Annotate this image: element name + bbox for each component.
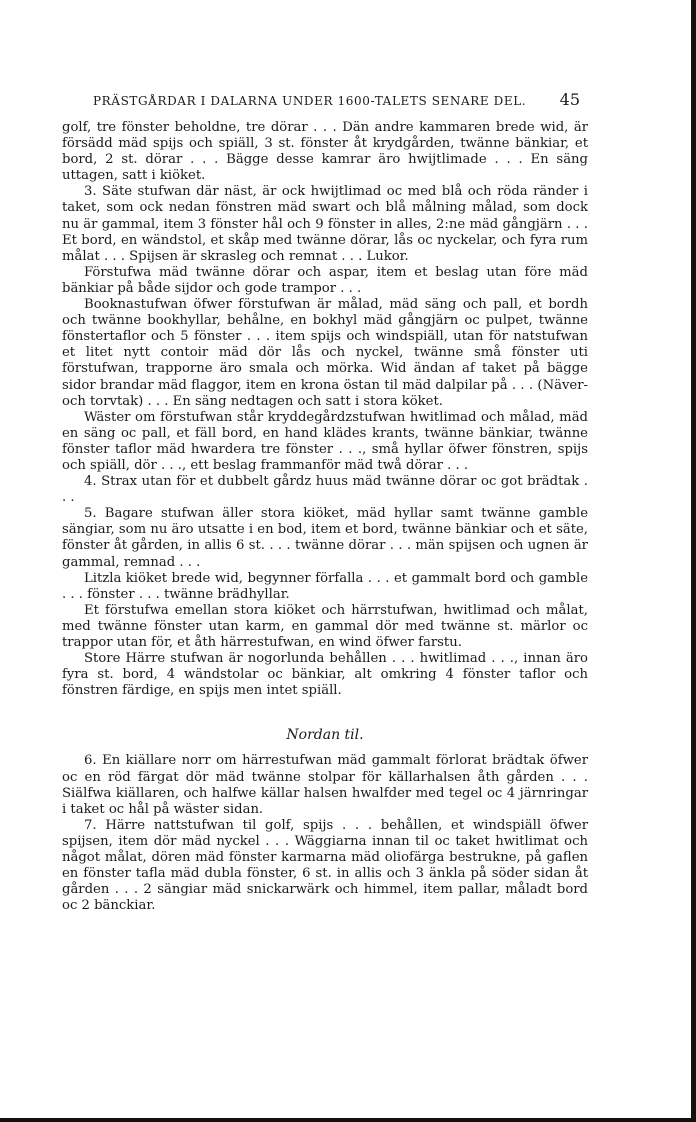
paragraph-booknastufwan: Booknastufwan öfwer förstufwan är målad, mäd säng och pall, et bordh och twänne bookhyllar, behålne, en bokhyl mäd gångjärn oc pulpet, twänne fönstertaflor och 5 fönster . . . item spijs och windspiäll, utan för natstufwan et litet nytt contoir mäd dör lås och nyckel, twänne små fönster uti förstufwan, trapporne äro smala och mörka. Wid ändan af taket på bägge sidor brandar mäd flaggor, item en krona östan til mäd dalpilar på . . . (Näver- och torvtak) . . . En säng nedtagen och satt i stora köket. bbox=[62, 297, 588, 409]
paragraph-store-harre: Store Härre stufwan är nogorlunda behållen . . . hwitlimad . . ., innan äro fyra st. bord, 4 wändstolar oc bänkiar, alt omkring 4 fönster taflor och fönstren färdige, en spijs men intet spiäll. bbox=[62, 651, 588, 699]
running-header bbox=[93, 90, 588, 110]
page-bottom-edge bbox=[0, 1118, 696, 1122]
paragraph-kryddegard: Wäster om förstufwan står kryddegårdzstufwan hwitlimad och målad, mäd en säng oc pall, et fäll bord, en hand klädes krants, twänne bänkiar, twänne fönster taflor mäd hwardera tre fönster . . ., små hyllar öfwer fönstren, spijs och spiäll, dör . . ., ett beslag frammanför mäd twå dörar . . . bbox=[62, 409, 588, 473]
paragraph-1: golf, tre fönster beholdne, tre dörar . . . Dän andre kammaren brede wid, är försädd mäd spijs och spiäll, 3 st. fönster åt krydgården, twänne bänkiar, et bord, 2 st. dörar . . . Bägge desse kamrar äro hwijtlimade . . . En säng uttagen, satt i kiöket. bbox=[62, 120, 588, 184]
page-edge bbox=[691, 0, 696, 1122]
page-body bbox=[62, 120, 588, 914]
paragraph-gardz-huus: 4. Strax utan för et dubbelt gårdz huus mäd twänne dörar oc got brädtak . . . bbox=[62, 474, 588, 506]
paragraph-litzla-kioket: Litzla kiöket brede wid, begynner förfalla . . . et gammalt bord och gamble . . . fönster . . . twänne brädhyllar. bbox=[62, 570, 588, 602]
paragraph-kiallare: 6. En kiällare norr om härrestufwan mäd gammalt förlorat brädtak öfwer oc en röd färgat dör mäd twänne stolpar för källarhalsen åth gården . . . Siälfwa kiällaren, och halfwe källar halsen hwalfder med tegel oc 4 järnringar i taket oc hål på wäster sidan. bbox=[62, 753, 588, 817]
page-number: 45 bbox=[559, 90, 580, 109]
paragraph-bagare-stufwan: 5. Bagare stufwan äller stora kiöket, mäd hyllar samt twänne gamble sängiar, som nu äro utsatte i en bod, item et bord, twänne bänkiar och et säte, fönster åt gården, in allis 6 st. . . . twänne dörar . . . män spijsen och ugnen är gammal, remnad . . . bbox=[62, 506, 588, 570]
paragraph-forstufwa-2: Et förstufwa emellan stora kiöket och härrstufwan, hwitlimad och målat, med twänne fönster utan karm, en gammal dör med twänne st. märlor oc trappor utan för, et åth härrestufwan, en wind öfwer farstu. bbox=[62, 602, 588, 650]
paragraph-sate-stufwan: 3. Säte stufwan där näst, är ock hwijtlimad oc med blå och röda ränder i taket, som ock nedan fönstren mäd swart och blå målning målad, som dock nu är gammal, item 3 fönster hål och 9 fönster in alles, 2:ne mäd gångjärn . . . Et bord, en wändstol, et skåp med twänne dörar, lås oc nyckelar, och fyra rum målat . . . Spijsen är skrasleg och remnat . . . Lukor. bbox=[62, 184, 588, 264]
paragraph-harre-nattstufwan: 7. Härre nattstufwan til golf, spijs . . . behållen, et windspiäll öfwer spijsen, item dör mäd nyckel . . . Wäggiarna innan til oc taket hwitlimat och något målat, dören mäd fönster karmarna mäd oliofärga bestrukne, på gaflen en fönster tafla mäd dubla fönster, 6 st. in allis och 3 änkla på söder sidan åt gården . . . 2 sängiar mäd snickarwärk och himmel, item pallar, måladt bord oc 2 bänckiar. bbox=[62, 817, 588, 914]
section-heading: Nordan til. bbox=[286, 727, 364, 744]
paragraph-forstufwa: Förstufwa mäd twänne dörar och aspar, item et beslag utan före mäd bänkiar på både sijdor och gode trampor . . . bbox=[62, 264, 588, 296]
running-title: PRÄSTGÅRDAR I DALARNA UNDER 1600-TALETS SENARE DEL. bbox=[93, 94, 527, 108]
